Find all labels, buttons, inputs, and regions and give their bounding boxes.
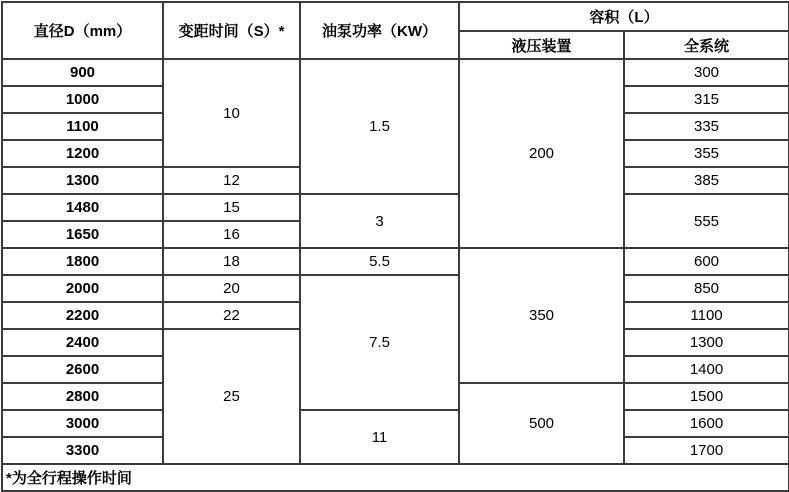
- header-cell-pitch-time: 变距时间（S）*: [163, 2, 300, 59]
- system-volume-cell: 315: [624, 86, 789, 113]
- diameter-cell: 1000: [2, 86, 163, 113]
- pitch-time-cell: 16: [163, 221, 300, 248]
- diameter-cell: 2800: [2, 383, 163, 410]
- diameter-cell: 1480: [2, 194, 163, 221]
- table-row: [2, 275, 789, 302]
- pump-power-cell: 7.5: [300, 275, 459, 410]
- diameter-cell: 1300: [2, 167, 163, 194]
- diameter-cell: 900: [2, 59, 163, 86]
- system-volume-cell: 385: [624, 167, 789, 194]
- pitch-time-cell: 22: [163, 302, 300, 329]
- system-volume-cell: 850: [624, 275, 789, 302]
- table-row: [2, 194, 789, 221]
- diameter-cell: 1100: [2, 113, 163, 140]
- hydraulic-volume-cell: 350: [459, 248, 624, 383]
- header-cell-pump-power: 油泵功率（KW）: [300, 2, 459, 59]
- table-row: [2, 410, 789, 437]
- system-volume-cell: 1600: [624, 410, 789, 437]
- table-row: [2, 248, 789, 275]
- header-cell-whole-system: 全系统: [624, 31, 789, 59]
- pitch-time-cell: 25: [163, 329, 300, 464]
- pitch-time-cell: 20: [163, 275, 300, 302]
- pitch-time-cell: 12: [163, 167, 300, 194]
- system-volume-cell: 1400: [624, 356, 789, 383]
- diameter-cell: 1200: [2, 140, 163, 167]
- system-volume-cell: 300: [624, 59, 789, 86]
- system-volume-cell: 1700: [624, 437, 789, 464]
- system-volume-cell: 355: [624, 140, 789, 167]
- system-volume-cell: 1500: [624, 383, 789, 410]
- hydraulic-volume-cell: 500: [459, 383, 624, 464]
- system-volume-cell: 555: [624, 194, 789, 248]
- system-volume-cell: 1300: [624, 329, 789, 356]
- pump-power-cell: 1.5: [300, 59, 459, 194]
- diameter-cell: 2200: [2, 302, 163, 329]
- diameter-cell: 2600: [2, 356, 163, 383]
- pump-power-cell: 5.5: [300, 248, 459, 275]
- header-cell-volume: 容积（L）: [459, 2, 789, 31]
- pump-power-cell: 3: [300, 194, 459, 248]
- footnote: *为全行程操作时间: [2, 464, 789, 491]
- table-row: [2, 59, 789, 86]
- diameter-cell: 3300: [2, 437, 163, 464]
- diameter-cell: 1650: [2, 221, 163, 248]
- system-volume-cell: 1100: [624, 302, 789, 329]
- header-cell-hydraulic-unit: 液压装置: [459, 31, 624, 59]
- hydraulic-volume-cell: 200: [459, 59, 624, 248]
- system-volume-cell: 335: [624, 113, 789, 140]
- pitch-time-cell: 10: [163, 59, 300, 167]
- pitch-time-cell: 15: [163, 194, 300, 221]
- spec-table: [1, 1, 789, 492]
- footnote-row: [2, 464, 789, 491]
- diameter-cell: 1800: [2, 248, 163, 275]
- diameter-cell: 2400: [2, 329, 163, 356]
- system-volume-cell: 600: [624, 248, 789, 275]
- diameter-cell: 3000: [2, 410, 163, 437]
- pump-power-cell: 11: [300, 410, 459, 464]
- pitch-time-cell: 18: [163, 248, 300, 275]
- header-cell-diameter: 直径D（mm）: [2, 2, 163, 59]
- diameter-cell: 2000: [2, 275, 163, 302]
